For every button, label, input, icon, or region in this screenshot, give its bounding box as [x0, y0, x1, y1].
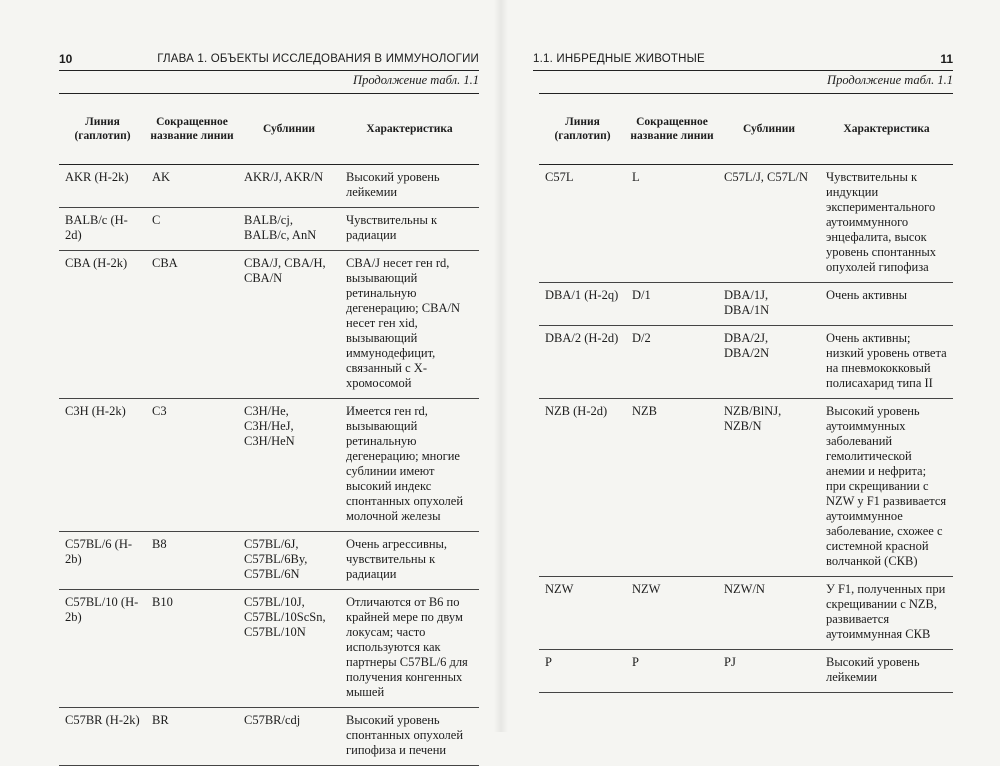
characteristic-cell: Отличаются от B6 по крайней мере по двум локусам; часто используются как партнеры C57BL/6 для получения конгенных мышей — [340, 590, 479, 708]
strain-cell: C3H (H-2k) — [59, 399, 146, 532]
abbrev-cell: L — [626, 165, 718, 283]
subline-cell: PJ — [718, 650, 820, 693]
abbrev-cell: BR — [146, 708, 238, 766]
table-row — [539, 577, 953, 650]
strain-table — [59, 93, 479, 766]
table-row — [59, 399, 479, 532]
characteristic-cell: Очень активны — [820, 283, 953, 326]
running-head: 1.1. ИНБРЕДНЫЕ ЖИВОТНЫЕ — [533, 53, 705, 65]
characteristic-cell: Имеется ген rd, вызывающий ретинальную дегенерацию; многие сублинии имеют высокий индекс спонтанных опухолей молочной железы — [340, 399, 479, 532]
subline-cell: C57BL/6J, C57BL/6By, C57BL/6N — [238, 532, 340, 590]
subline-cell: NZB/BlNJ, NZB/N — [718, 399, 820, 577]
column-header: Характеристика — [820, 94, 953, 165]
subline-cell: BALB/cj, BALB/c, AnN — [238, 208, 340, 251]
abbrev-cell: P — [626, 650, 718, 693]
page-number: 10 — [59, 52, 73, 66]
header-rule — [59, 70, 479, 71]
abbrev-cell: C — [146, 208, 238, 251]
characteristic-cell: Высокий уровень аутоиммунных заболеваний гемолитической анемии и нефрита; при скрещивании с NZW у F1 развивается аутоиммунное заболевание, схожее с системной красной волчанкой (СКВ) — [820, 399, 953, 577]
column-header: Характеристика — [340, 94, 479, 165]
abbrev-cell: D/1 — [626, 283, 718, 326]
header-rule — [533, 70, 953, 71]
abbrev-cell: B8 — [146, 532, 238, 590]
abbrev-cell: AK — [146, 165, 238, 208]
abbrev-cell: NZW — [626, 577, 718, 650]
right-page — [500, 0, 1000, 732]
strain-cell: P — [539, 650, 626, 693]
strain-cell: NZB (H-2d) — [539, 399, 626, 577]
strain-cell: DBA/1 (H-2q) — [539, 283, 626, 326]
table-row — [539, 326, 953, 399]
subline-cell: AKR/J, AKR/N — [238, 165, 340, 208]
table-row — [539, 399, 953, 577]
subline-cell: C57BR/cdj — [238, 708, 340, 766]
table-row — [59, 708, 479, 766]
table-row — [539, 165, 953, 283]
characteristic-cell: Очень активны; низкий уровень ответа на пневмококковый полисахарид типа II — [820, 326, 953, 399]
subline-cell: DBA/2J, DBA/2N — [718, 326, 820, 399]
subline-cell: C57BL/10J, C57BL/10ScSn, C57BL/10N — [238, 590, 340, 708]
table-continuation-label: Продолжение табл. 1.1 — [353, 73, 479, 87]
strain-cell: AKR (H-2k) — [59, 165, 146, 208]
table-row — [539, 650, 953, 693]
table-continuation-label: Продолжение табл. 1.1 — [827, 73, 953, 87]
characteristic-cell: Высокий уровень лейкемии — [820, 650, 953, 693]
subline-cell: CBA/J, CBA/H, CBA/N — [238, 251, 340, 399]
table-row — [539, 283, 953, 326]
characteristic-cell: Чувствительны к индукции экспериментального аутоиммунного энцефалита, высок уровень спонтанных опухолей гипофиза — [820, 165, 953, 283]
characteristic-cell: У F1, полученных при скрещивании с NZB, развивается аутоиммунная СКВ — [820, 577, 953, 650]
strain-cell: BALB/c (H-2d) — [59, 208, 146, 251]
subline-cell: C57L/J, C57L/N — [718, 165, 820, 283]
column-header: Сублинии — [718, 94, 820, 165]
column-header: Сокращенное название линии — [146, 94, 238, 165]
strain-cell: DBA/2 (H-2d) — [539, 326, 626, 399]
table-row — [59, 165, 479, 208]
subline-cell: C3H/He, C3H/HeJ, C3H/HeN — [238, 399, 340, 532]
column-header: Линия (гаплотип) — [539, 94, 626, 165]
strain-cell: CBA (H-2k) — [59, 251, 146, 399]
strain-cell: C57BL/10 (H-2b) — [59, 590, 146, 708]
abbrev-cell: B10 — [146, 590, 238, 708]
table-row — [59, 208, 479, 251]
abbrev-cell: D/2 — [626, 326, 718, 399]
strain-cell: C57BR (H-2k) — [59, 708, 146, 766]
abbrev-cell: C3 — [146, 399, 238, 532]
table-row — [59, 590, 479, 708]
table-header-row — [59, 94, 479, 165]
characteristic-cell: Высокий уровень спонтанных опухолей гипофиза и печени — [340, 708, 479, 766]
left-page — [0, 0, 500, 757]
strain-table — [539, 93, 953, 693]
subline-cell: DBA/1J, DBA/1N — [718, 283, 820, 326]
column-header: Сокращенное название линии — [626, 94, 718, 165]
strain-cell: NZW — [539, 577, 626, 650]
page-number: 11 — [940, 52, 953, 66]
table-row — [59, 251, 479, 399]
abbrev-cell: CBA — [146, 251, 238, 399]
running-head: ГЛАВА 1. ОБЪЕКТЫ ИССЛЕДОВАНИЯ В ИММУНОЛОГИИ — [157, 53, 479, 65]
strain-cell: C57BL/6 (H-2b) — [59, 532, 146, 590]
strain-cell: C57L — [539, 165, 626, 283]
subline-cell: NZW/N — [718, 577, 820, 650]
characteristic-cell: Чувствительны к радиации — [340, 208, 479, 251]
characteristic-cell: CBA/J несет ген rd, вызывающий ретинальную дегенерацию; CBA/N несет ген xid, вызывающий иммунодефицит, связанный с X-хромосомой — [340, 251, 479, 399]
table-row — [59, 532, 479, 590]
column-header: Линия (гаплотип) — [59, 94, 146, 165]
column-header: Сублинии — [238, 94, 340, 165]
abbrev-cell: NZB — [626, 399, 718, 577]
characteristic-cell: Высокий уровень лейкемии — [340, 165, 479, 208]
table-header-row — [539, 94, 953, 165]
characteristic-cell: Очень агрессивны, чувствительны к радиации — [340, 532, 479, 590]
